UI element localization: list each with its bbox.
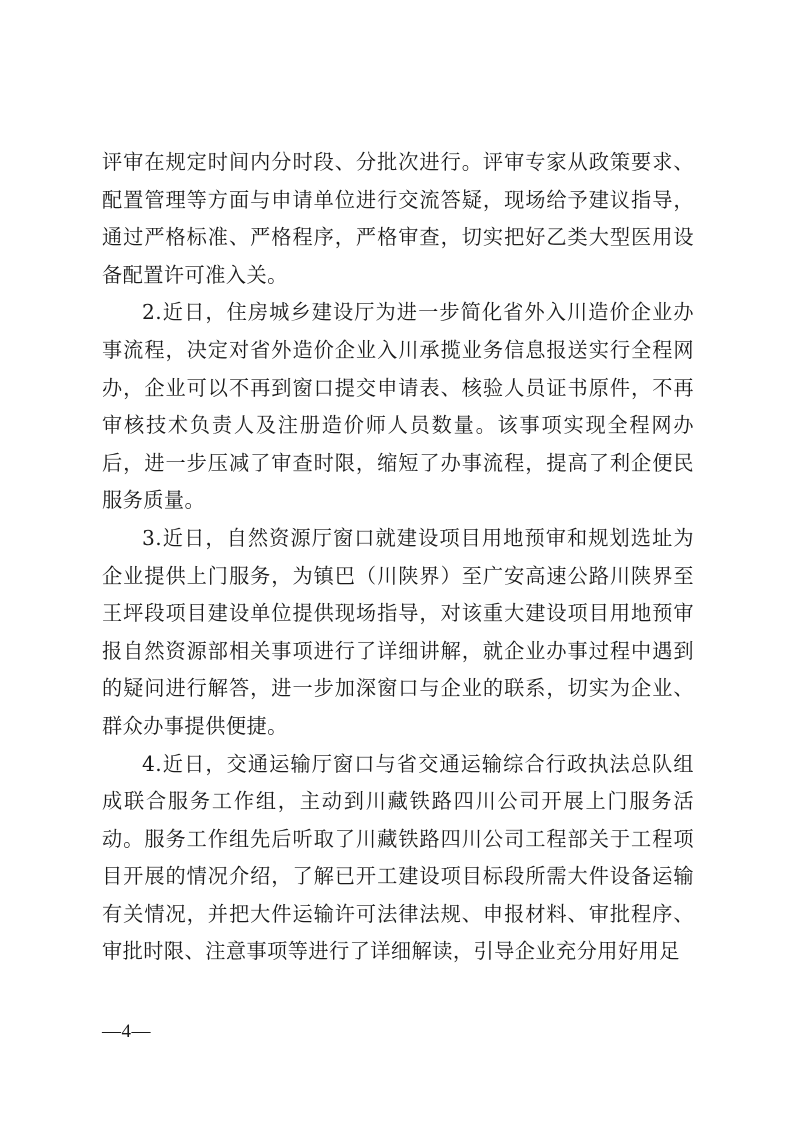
paragraph-item-4: 4.近日，交通运输厅窗口与省交通运输综合行政执法总队组成联合服务工作组，主动到川藏铁路四川公司开展上门服务活动。服务工作组先后听取了川藏铁路四川公司工程部关于工程项目开展的情况介绍，了解已开工建设项目标段所需大件设备运输有关情况，并把大件运输许可法律法规、申报材料、审批程序、审批时限、注意事项等进行了详细解读，引导企业充分用好用足 xyxy=(102,751,694,964)
paragraph-item-3: 3.近日，自然资源厅窗口就建设项目用地预审和规划选址为企业提供上门服务，为镇巴（川陕界）至广安高速公路川陕界至王坪段项目建设单位提供现场指导，对该重大建设项目用地预审报自然资源部相关事项进行了详细讲解，就企业办事过程中遇到的疑问进行解答，进一步加深窗口与企业的联系，切实为企业、群众办事提供便捷。 xyxy=(102,525,694,738)
body-text xyxy=(102,144,694,971)
page-number: —4— xyxy=(102,1021,151,1042)
paragraph-continuation: 评审在规定时间内分时段、分批次进行。评审专家从政策要求、配置管理等方面与申请单位进行交流答疑，现场给予建议指导，通过严格标准、严格程序，严格审查，切实把好乙类大型医用设备配置许可准入关。 xyxy=(102,150,694,287)
paragraph-item-2: 2.近日，住房城乡建设厅为进一步简化省外入川造价企业办事流程，决定对省外造价企业入川承揽业务信息报送实行全程网办，企业可以不再到窗口提交申请表、核验人员证书原件，不再审核技术负责人及注册造价师人员数量。该事项实现全程网办后，进一步压减了审查时限，缩短了办事流程，提高了利企便民服务质量。 xyxy=(102,300,694,513)
